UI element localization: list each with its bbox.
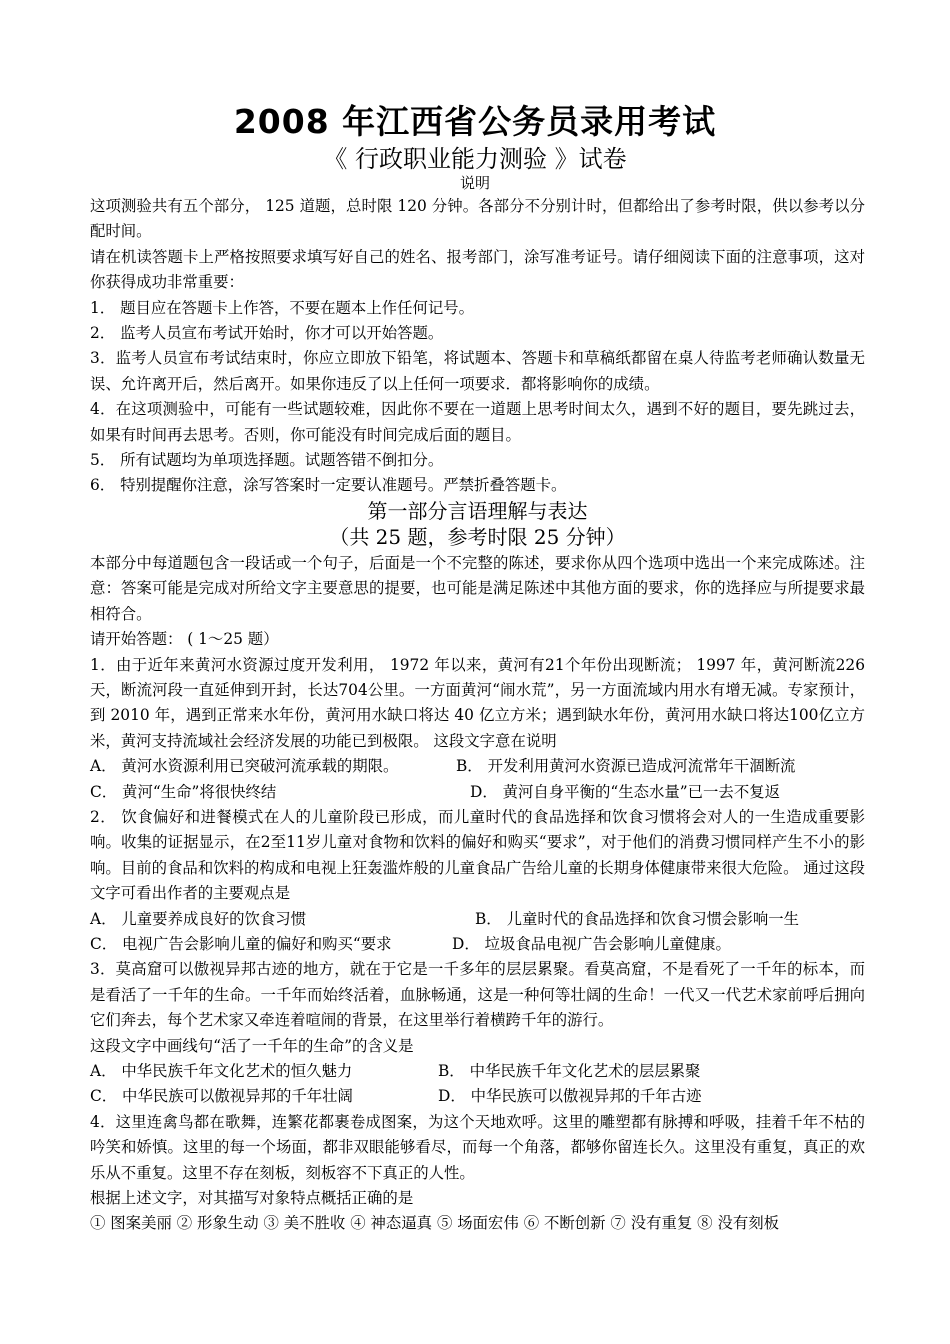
option-c: C． 黄河“生命”将很快终结	[90, 782, 277, 801]
option-b: B． 儿童时代的食品选择和饮食习惯会影响一生	[475, 909, 800, 928]
question-4-prompt: 根据上述文字，对其描写对象特点概括正确的是	[90, 1189, 414, 1208]
question-2-options-row	[90, 932, 865, 957]
question-1-options-row	[90, 780, 865, 805]
question-2-text: 2． 饮食偏好和进餐模式在人的儿童阶段已形成，而儿童时代的食品选择和饮食习惯将会对人的一生造成重要影响。收集的证据显示，在2至11岁儿童对食物和饮料的偏好和购买“要求”，对于他们的消费习惯同样产生不小的影响。目前的食品和饮料的构成和电视上狂轰滥炸般的儿童食品广告给儿童的长期身体健康带来很大危险。 通过这段文字可看出作者的主要观点是	[90, 807, 865, 903]
section-subtitle: （共 25 题，参考时限 25 分钟）	[329, 524, 626, 549]
question-3-options-row	[90, 1084, 865, 1109]
section-title: 第一部分言语理解与表达	[367, 498, 588, 523]
start-prompt: 请开始答题： ( 1～25 题）	[90, 630, 279, 649]
rule-item: 4．在这项测验中，可能有一些试题较难，因此你不要在一道题上思考时间太久，遇到不好的题目，要先跳过去，如果有时间再去思考。否则，你可能没有时间完成后面的题目。	[90, 400, 865, 444]
option-d: D． 垃圾食品电视广告会影响儿童健康。	[452, 934, 731, 953]
option-a: A． 黄河水资源利用已突破河流承载的期限。	[90, 757, 399, 776]
intro-paragraph: 请在机读答题卡上严格按照要求填写好自己的姓名、报考部门，涂写准考证号。请仔细阅读下面的注意事项，这对你获得成功非常重要：	[90, 247, 865, 292]
option-d: D． 黄河自身平衡的“生态水量”已一去不复返	[470, 782, 780, 801]
option-b: B． 开发利用黄河水资源已造成河流常年干涸断流	[456, 757, 796, 776]
option-b: B． 中华民族千年文化艺术的层层累聚	[438, 1062, 701, 1080]
option-c: C． 电视广告会影响儿童的偏好和购买“要求	[90, 934, 392, 953]
question-1-options-row	[90, 754, 865, 779]
question-4-choices: ① 图案美丽 ② 形象生动 ③ 美不胜收 ④ 神态逼真 ⑤ 场面宏伟 ⑥ 不断创新 ⑦ 没有重复 ⑧ 没有刻板	[90, 1214, 780, 1233]
option-a: A． 中华民族千年文化艺术的恒久魅力	[90, 1062, 353, 1080]
rule-item: 2． 监考人员宣布考试开始时，你才可以开始答题。	[90, 324, 444, 343]
question-4-text: 4．这里连禽鸟都在歌舞，连繁花都裹卷成图案，为这个天地欢呼。这里的雕塑都有脉搏和呼吸，挂着千年不枯的吟笑和娇慎。这里的每一个场面，都非双眼能够看尽，而每一个角落，都够你留连长久。这里没有重复，真正的欢乐从不重复。这里不存在刻板，刻板容不下真正的人性。	[90, 1112, 865, 1182]
rule-item: 5． 所有试题均为单项选择题。试题答错不倒扣分。	[90, 451, 444, 470]
section-instructions: 本部分中每道题包含一段话或一个句子，后面是一个不完整的陈述，要求你从四个选项中选出一个来完成陈述。注意：答案可能是完成对所给文字主要意思的提要，也可能是满足陈述中其他方面的要求，你的选择应与所提要求最相符合。	[90, 553, 865, 623]
question-2-options-row	[90, 907, 865, 932]
question-3-text: 3．莫高窟可以傲视异邦古迹的地方，就在于它是一千多年的层层累聚。看莫高窟，不是看死了一千年的标本，而是看活了一千年的生命。一千年而始终活着，血脉畅通，这是一种何等壮阔的生命！一代又一代艺术家前呼后拥向它们奔去，每个艺术家又牵连着喧闹的背景，在这里举行着横跨千年的游行。	[90, 960, 865, 1030]
note-heading: 说明	[459, 174, 490, 192]
option-d: D． 中华民族可以傲视异邦的千年古迹	[438, 1087, 702, 1106]
rule-item: 3．监考人员宣布考试结束时，你应立即放下铅笔，将试题本、答题卡和草稿纸都留在桌人待监考老师确认数量无误、允许离开后，然后离开。如果你违反了以上任何一项要求．都将影响你的成绩。	[90, 349, 865, 393]
question-1-text: 1．由于近年来黄河水资源过度开发利用， 1972 年以来，黄河有21个年份出现断流； 1997 年，黄河断流226天，断流河段一直延伸到开封，长达704公里。一方面黄河“闹水荒”，另一方面流域内用水有增无减。专家预计，到 2010 年，遇到正常来水年份，黄河用水缺口将达 40 亿立方米；遇到缺水年份，黄河用水缺口将达100亿立方米，黄河支持流域社会经济发展的功能已到极限。 这段文字意在说明	[90, 655, 865, 750]
question-3-prompt: 这段文字中画线句“活了一千年的生命”的含义是	[90, 1036, 414, 1055]
option-c: C． 中华民族可以傲视异邦的千年壮阔	[90, 1087, 353, 1106]
option-a: A． 儿童要养成良好的饮食习惯	[90, 909, 307, 928]
page-subtitle: 《 行政职业能力测验 》试卷	[323, 145, 627, 173]
page-title: 2008 年江西省公务员录用考试	[233, 102, 717, 141]
intro-paragraph: 这项测验共有五个部分， 125 道题，总时限 120 分钟。各部分不分别计时，但都给出了参考时限，供以参考以分配时间。	[90, 197, 865, 241]
rule-item: 1． 题目应在答题卡上作答，不要在题本上作任何记号。	[90, 298, 475, 317]
document-body	[90, 194, 865, 1237]
rule-item: 6． 特别提醒你注意，涂写答案时一定要认准题号。严禁折叠答题卡。	[90, 476, 567, 495]
question-3-options-row	[90, 1059, 865, 1084]
